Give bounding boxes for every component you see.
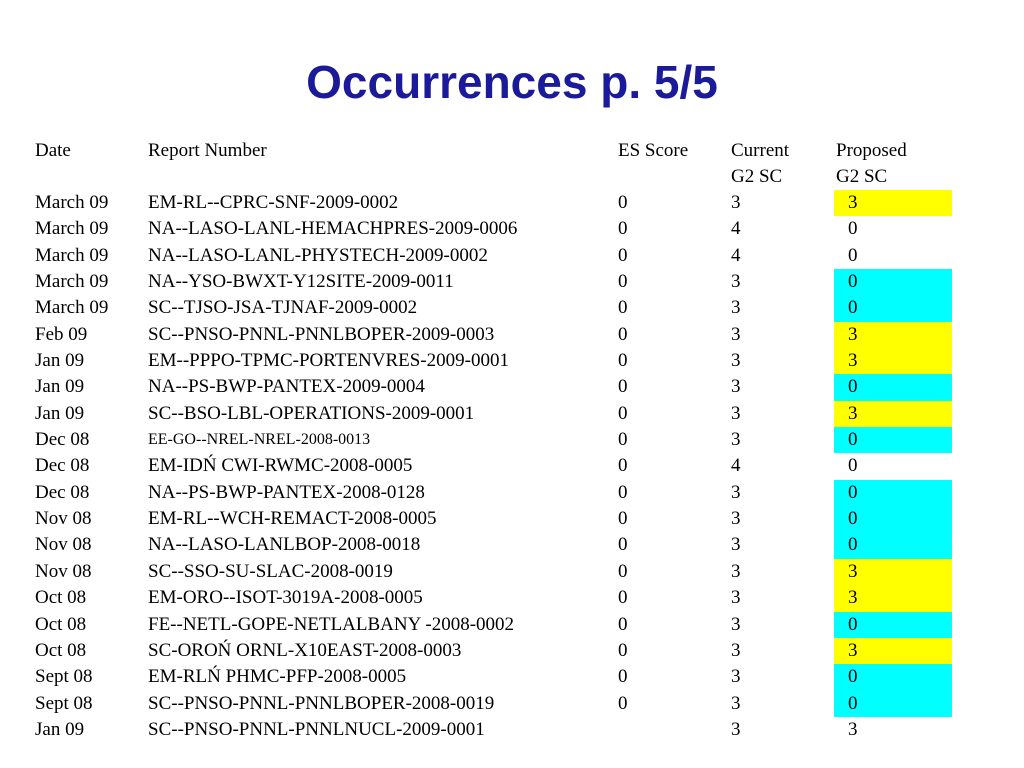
table-row (34, 638, 952, 664)
cell-report-number: EM--PPPO-TPMC-PORTENVRES-2009-0001 (148, 350, 509, 372)
cell-proposed-g2-sc: 0 (834, 691, 952, 717)
cell-es-score: 0 (618, 271, 628, 293)
table-row (34, 559, 952, 585)
header-report-number: Report Number (148, 140, 267, 161)
cell-proposed-g2-sc: 0 (834, 269, 952, 295)
cell-date: Dec 08 (35, 455, 90, 477)
cell-date: March 09 (35, 297, 109, 319)
cell-current-g2-sc: 4 (731, 218, 741, 240)
cell-report-number: NA--LASO-LANL-HEMACHPRES-2009-0006 (148, 218, 518, 240)
header-date: Date (35, 140, 71, 161)
table-row (34, 322, 952, 348)
cell-date: Dec 08 (35, 429, 90, 451)
cell-report-number: EM-RL--CPRC-SNF-2009-0002 (148, 192, 399, 213)
cell-proposed-g2-sc: 0 (834, 295, 952, 321)
cell-es-score: 0 (618, 666, 628, 688)
cell-proposed-g2-sc: 3 (834, 322, 952, 348)
cell-es-score: 0 (618, 560, 628, 582)
cell-proposed-g2-sc: 0 (834, 480, 952, 506)
header-current-g2-sc (730, 137, 834, 190)
cell-proposed-g2-sc: 0 (848, 244, 858, 266)
table-body (34, 190, 952, 743)
cell-report-number: SC--BSO-LBL-OPERATIONS-2009-0001 (148, 402, 475, 424)
cell-current-g2-sc: 3 (731, 508, 741, 530)
cell-es-score: 0 (618, 587, 628, 609)
cell-report-number: FE--NETL-GOPE-NETLALBANY -2008-0002 (148, 613, 515, 635)
cell-date: Jan 09 (35, 718, 85, 740)
table-row (34, 664, 952, 690)
cell-date: Jan 09 (35, 350, 85, 372)
cell-date: Jan 09 (35, 402, 85, 424)
cell-current-g2-sc: 3 (731, 429, 741, 451)
cell-date: March 09 (35, 244, 109, 266)
cell-report-number: EM-RLŃ PHMC-PFP-2008-0005 (148, 666, 407, 688)
table-row (34, 585, 952, 611)
cell-date: March 09 (35, 218, 109, 240)
table-row (34, 612, 952, 638)
cell-report-number: EM-RL--WCH-REMACT-2008-0005 (148, 508, 437, 530)
page-title: Occurrences p. 5/5 (306, 56, 718, 108)
cell-es-score: 0 (618, 297, 628, 319)
cell-proposed-g2-sc: 0 (834, 506, 952, 532)
cell-date: Nov 08 (35, 560, 92, 582)
cell-current-g2-sc: 3 (731, 639, 741, 661)
cell-date: Jan 09 (35, 376, 85, 398)
header-proposed-line1: Proposed (836, 140, 907, 161)
table-row (34, 348, 952, 374)
cell-current-g2-sc: 3 (731, 297, 741, 319)
cell-date: Nov 08 (35, 534, 92, 556)
cell-report-number: EM-IDŃ CWI-RWMC-2008-0005 (148, 455, 413, 477)
occurrences-table (34, 137, 952, 743)
cell-proposed-g2-sc: 3 (834, 401, 952, 427)
header-proposed-g2-sc (834, 137, 952, 190)
cell-current-g2-sc: 3 (731, 613, 741, 635)
cell-date: Oct 08 (35, 587, 87, 609)
cell-current-g2-sc: 3 (731, 718, 741, 740)
cell-es-score: 0 (618, 429, 628, 451)
cell-es-score: 0 (618, 455, 628, 477)
cell-es-score (617, 717, 730, 743)
cell-es-score: 0 (618, 323, 628, 345)
cell-proposed-g2-sc: 3 (834, 348, 952, 374)
cell-current-g2-sc: 3 (731, 481, 741, 503)
table-row (34, 532, 952, 558)
table-header-row (34, 137, 952, 190)
cell-date: Sept 08 (35, 692, 93, 714)
cell-current-g2-sc: 4 (731, 455, 741, 477)
table-row (34, 691, 952, 717)
cell-report-number: SC--TJSO-JSA-TJNAF-2009-0002 (148, 297, 418, 319)
header-proposed-line2: G2 SC (836, 166, 888, 187)
cell-date: Oct 08 (35, 613, 87, 635)
header-es-score: ES Score (618, 140, 689, 161)
cell-proposed-g2-sc: 0 (834, 374, 952, 400)
cell-date: March 09 (35, 192, 109, 213)
cell-current-g2-sc: 3 (731, 587, 741, 609)
table-row (34, 295, 952, 321)
cell-current-g2-sc: 3 (731, 192, 741, 213)
header-current-line2: G2 SC (731, 166, 783, 187)
table-row (34, 269, 952, 295)
table-row (34, 453, 952, 479)
cell-proposed-g2-sc: 0 (834, 427, 952, 453)
cell-es-score: 0 (618, 244, 628, 266)
cell-report-number: SC--SSO-SU-SLAC-2008-0019 (148, 560, 393, 582)
table-row (34, 427, 952, 453)
cell-proposed-g2-sc: 3 (848, 718, 858, 740)
cell-es-score: 0 (618, 534, 628, 556)
cell-proposed-g2-sc: 0 (834, 532, 952, 558)
cell-date: Sept 08 (35, 666, 93, 688)
cell-es-score: 0 (618, 692, 628, 714)
cell-current-g2-sc: 4 (731, 244, 741, 266)
cell-report-number: NA--YSO-BWXT-Y12SITE-2009-0011 (148, 271, 454, 293)
cell-report-number: NA--LASO-LANL-PHYSTECH-2009-0002 (148, 244, 488, 266)
table-row (34, 243, 952, 269)
cell-report-number: EE-GO--NREL-NREL-2008-0013 (148, 431, 371, 449)
table-row (34, 506, 952, 532)
cell-report-number: SC--PNSO-PNNL-PNNLBOPER-2009-0003 (148, 323, 495, 345)
cell-date: Feb 09 (35, 323, 88, 345)
cell-date: Nov 08 (35, 508, 92, 530)
cell-report-number: EM-ORO--ISOT-3019A-2008-0005 (148, 587, 423, 609)
cell-es-score: 0 (618, 481, 628, 503)
cell-current-g2-sc: 3 (731, 323, 741, 345)
cell-current-g2-sc: 3 (731, 560, 741, 582)
cell-es-score: 0 (618, 350, 628, 372)
table-row (34, 480, 952, 506)
cell-proposed-g2-sc: 0 (834, 664, 952, 690)
table-row (34, 190, 952, 216)
cell-es-score: 0 (618, 218, 628, 240)
cell-es-score: 0 (618, 376, 628, 398)
table-row (34, 216, 952, 242)
cell-es-score: 0 (618, 192, 628, 213)
table-row (34, 374, 952, 400)
table-row (34, 401, 952, 427)
cell-date: Dec 08 (35, 481, 90, 503)
cell-report-number: NA--PS-BWP-PANTEX-2008-0128 (148, 481, 425, 503)
cell-report-number: SC-OROŃ ORNL-X10EAST-2008-0003 (148, 639, 462, 661)
table-row (34, 717, 952, 743)
cell-date: Oct 08 (35, 639, 87, 661)
cell-proposed-g2-sc: 0 (848, 218, 858, 240)
cell-es-score: 0 (618, 508, 628, 530)
cell-current-g2-sc: 3 (731, 350, 741, 372)
cell-current-g2-sc: 3 (731, 402, 741, 424)
cell-current-g2-sc: 3 (731, 271, 741, 293)
cell-es-score: 0 (618, 402, 628, 424)
cell-report-number: SC--PNSO-PNNL-PNNLBOPER-2008-0019 (148, 692, 495, 714)
cell-es-score: 0 (618, 639, 628, 661)
cell-report-number: NA--LASO-LANLBOP-2008-0018 (148, 534, 421, 556)
cell-proposed-g2-sc: 0 (834, 612, 952, 638)
cell-proposed-g2-sc: 3 (834, 638, 952, 664)
cell-proposed-g2-sc: 3 (834, 559, 952, 585)
cell-proposed-g2-sc: 3 (834, 585, 952, 611)
cell-current-g2-sc: 3 (731, 376, 741, 398)
cell-proposed-g2-sc: 0 (848, 455, 858, 477)
cell-report-number: NA--PS-BWP-PANTEX-2009-0004 (148, 376, 425, 398)
cell-es-score: 0 (618, 613, 628, 635)
cell-date: March 09 (35, 271, 109, 293)
header-current-line1: Current (731, 140, 790, 161)
cell-current-g2-sc: 3 (731, 534, 741, 556)
cell-current-g2-sc: 3 (731, 666, 741, 688)
cell-proposed-g2-sc: 3 (834, 190, 952, 216)
cell-current-g2-sc: 3 (731, 692, 741, 714)
cell-report-number: SC--PNSO-PNNL-PNNLNUCL-2009-0001 (148, 718, 485, 740)
